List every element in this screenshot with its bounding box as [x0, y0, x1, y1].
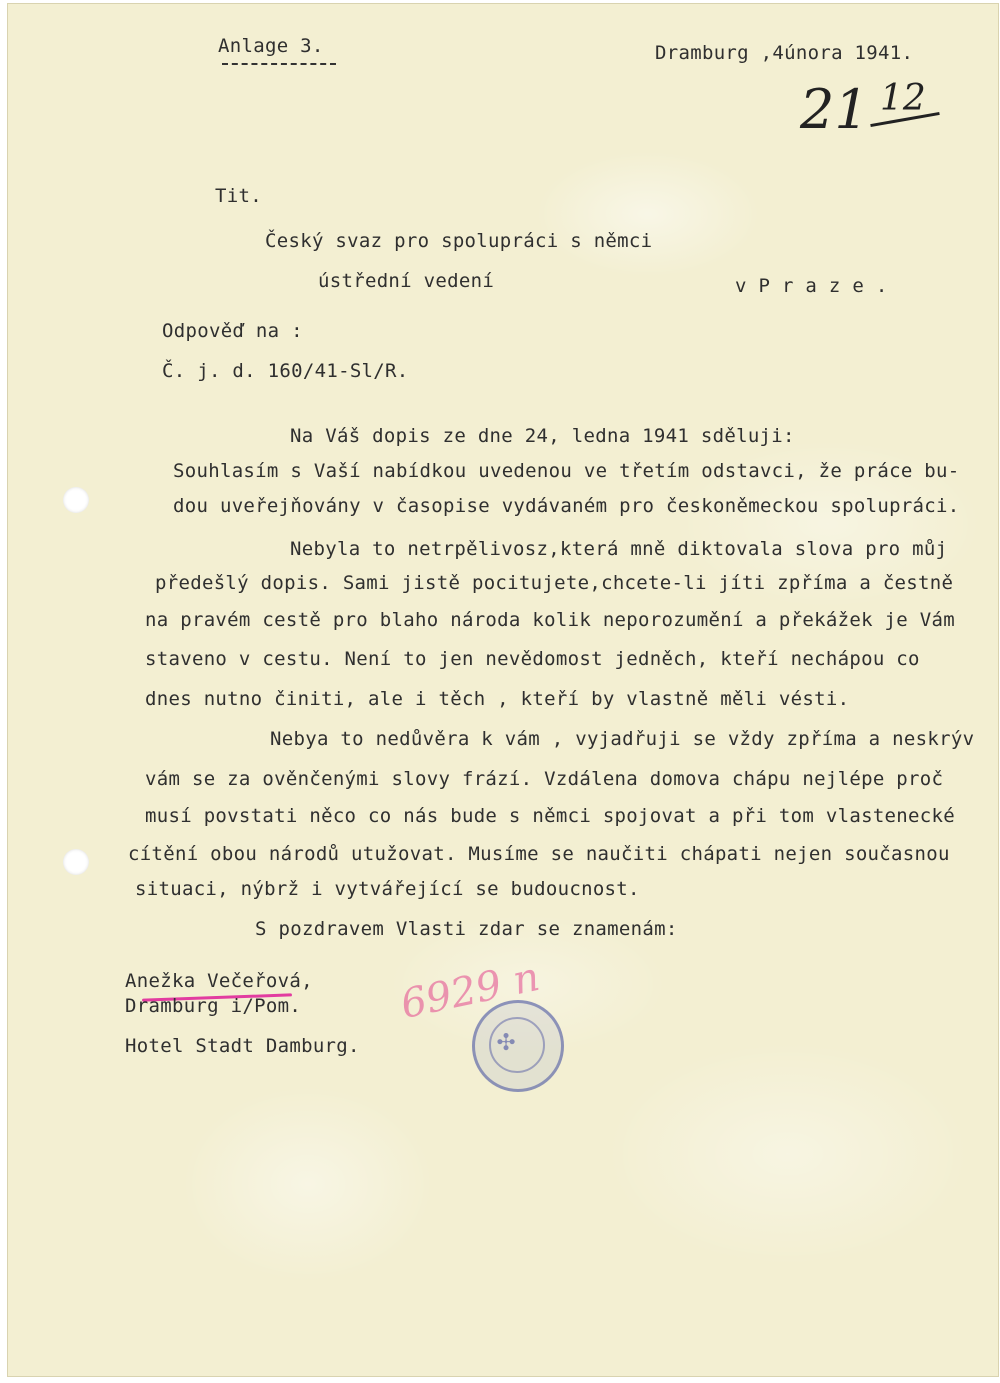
- pink-handwritten-mark: 6929 n: [396, 953, 544, 1029]
- body-line: Nebya to nedůvěra k vám , vyjadřuji se vždy zpříma a neskrýv: [270, 728, 975, 750]
- punch-hole: [63, 487, 89, 513]
- signature-name: Anežka Večeřová,: [125, 970, 313, 992]
- body-line: předešlý dopis. Sami jistě pocitujete,chcete-li jíti zpříma a čestně: [155, 572, 954, 594]
- closing-line: S pozdravem Vlasti zdar se znamenám:: [255, 918, 678, 940]
- eagle-icon: ✣: [497, 1023, 516, 1058]
- handwritten-number: 21: [800, 78, 869, 141]
- round-stamp: [472, 1000, 564, 1092]
- signature-address: Dramburg i/Pom.: [125, 995, 302, 1017]
- salutation: Tit.: [215, 185, 262, 207]
- body-line: cítění obou národů utužovat. Musíme se naučiti chápati nejen současnou: [128, 843, 950, 865]
- body-line: situaci, nýbrž i vytvářející se budoucnost.: [135, 878, 640, 900]
- place-date: Dramburg ,4února 1941.: [655, 42, 914, 64]
- handwritten-struck-number: 12: [880, 78, 926, 119]
- body-line: Nebyla to netrpělivosz,která mně diktovala slova pro můj: [290, 538, 948, 560]
- punch-hole: [63, 849, 89, 875]
- body-line: dnes nutno činiti, ale i těch , kteří by vlastně měli vésti.: [145, 688, 850, 710]
- body-line: vám se za ověnčenými slovy frází. Vzdálena domova chápu nejlépe proč: [145, 768, 944, 790]
- attachment-underline: [222, 63, 336, 65]
- recipient-organization: Český svaz pro spolupráci s němci: [265, 230, 653, 252]
- body-line: Souhlasím s Vaší nabídkou uvedenou ve třetím odstavci, že práce bu-: [173, 460, 960, 482]
- body-line: na pravém cestě pro blaho národa kolik neporozumění a překážek je Vám: [145, 609, 955, 631]
- reference-label: Odpověď na :: [162, 320, 303, 342]
- signature-hotel: Hotel Stadt Damburg.: [125, 1035, 360, 1057]
- recipient-city: v P r a z e .: [735, 275, 888, 297]
- body-line: dou uveřejňovány v časopise vydávaném pro českoněmeckou spolupráci.: [173, 495, 960, 517]
- attachment-label: Anlage 3.: [218, 35, 324, 57]
- recipient-department: ústřední vedení: [318, 270, 495, 292]
- reference-number: Č. j. d. 160/41-Sl/R.: [162, 360, 409, 382]
- body-line: staveno v cestu. Není to jen nevědomost jedněch, kteří nechápou co: [145, 648, 920, 670]
- body-line: Na Váš dopis ze dne 24, ledna 1941 sděluji:: [290, 425, 795, 447]
- body-line: musí povstati něco co nás bude s němci spojovat a při tom vlastenecké: [145, 805, 955, 827]
